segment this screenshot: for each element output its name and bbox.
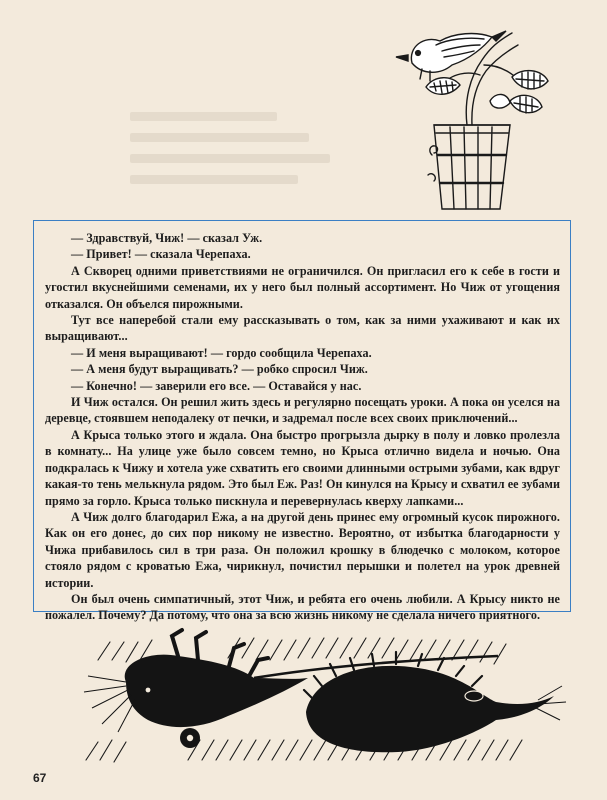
- page-number: 67: [33, 771, 47, 785]
- bird-plant-illustration: [372, 5, 552, 217]
- story-paragraph: И Чиж остался. Он решил жить здесь и регулярно посещать уроки. А пока он уселся на деревце, стоявшем неподалеку от печки, и задремал после всех своих приключений...: [45, 395, 560, 426]
- story-paragraph: А Чиж долго благодарил Ежа, а на другой день принес ему огромный кусок пирожного. Как он его донес, до сих пор никому не известно. Вероятно, от избытка благодарности у Чижа прибавилось сил в три раза. Он положил крошку в блюдечко с молоком, которое стояло рядом с кроватью Ежа, чирикнул, почистил перышки и полетел на урок древней истории.: [45, 509, 560, 590]
- story-paragraph: — И меня выращивают! — гордо сообщила Черепаха.: [71, 345, 372, 360]
- bleed-through-shadow: [130, 100, 340, 210]
- story-text-frame: [33, 220, 571, 623]
- story-paragraph: Тут все наперебой стали ему рассказывать о том, как за ними ухаживают и как их выращивают...: [45, 313, 560, 344]
- story-paragraph: Он был очень симпатичный, этот Чиж, и ребята его очень любили. А Крысу никто не пожалел. Почему? Да потому, что она за всю жизнь никому не сделала ничего приятного.: [45, 591, 560, 623]
- wooden-tub: [434, 125, 510, 209]
- story-paragraph: — Здравствуй, Чиж! — сказал Уж.: [71, 231, 263, 245]
- leaf: [490, 94, 510, 108]
- story-paragraph: — А меня будут выращивать? — робко спросил Чиж.: [71, 362, 368, 377]
- story-paragraph: — Конечно! — заверили его все. — Оставайся у нас.: [71, 378, 362, 393]
- story-paragraph: — Привет! — сказала Черепаха.: [71, 247, 251, 262]
- hedgehog-rat-illustration: [78, 620, 568, 765]
- story-paragraph: А Скворец одними приветствиями не ограничился. Он пригласил его к себе в гости и угостил вкуснейшими семенами, их у него был полный ассортимент. Но Чиж от угощения отказался. Он объелся пирожными.: [45, 263, 560, 311]
- story-paragraph: А Крыса только этого и ждала. Она быстро прогрызла дырку в полу и ловко пролезла в комнату... На улице уже было совсем темно, но Крыса отлично видела и ночью. Она подкралась к Чижу и хотела уже схватить его своими длинными острыми зубами, как вдруг какая-то тень мелькнула рядом. Это был Еж. Раз! Он кинулся на Крысу и схватил ее зубами прямо за горло. Крыса только пискнула и перевернулась кверху лапками...: [45, 427, 560, 508]
